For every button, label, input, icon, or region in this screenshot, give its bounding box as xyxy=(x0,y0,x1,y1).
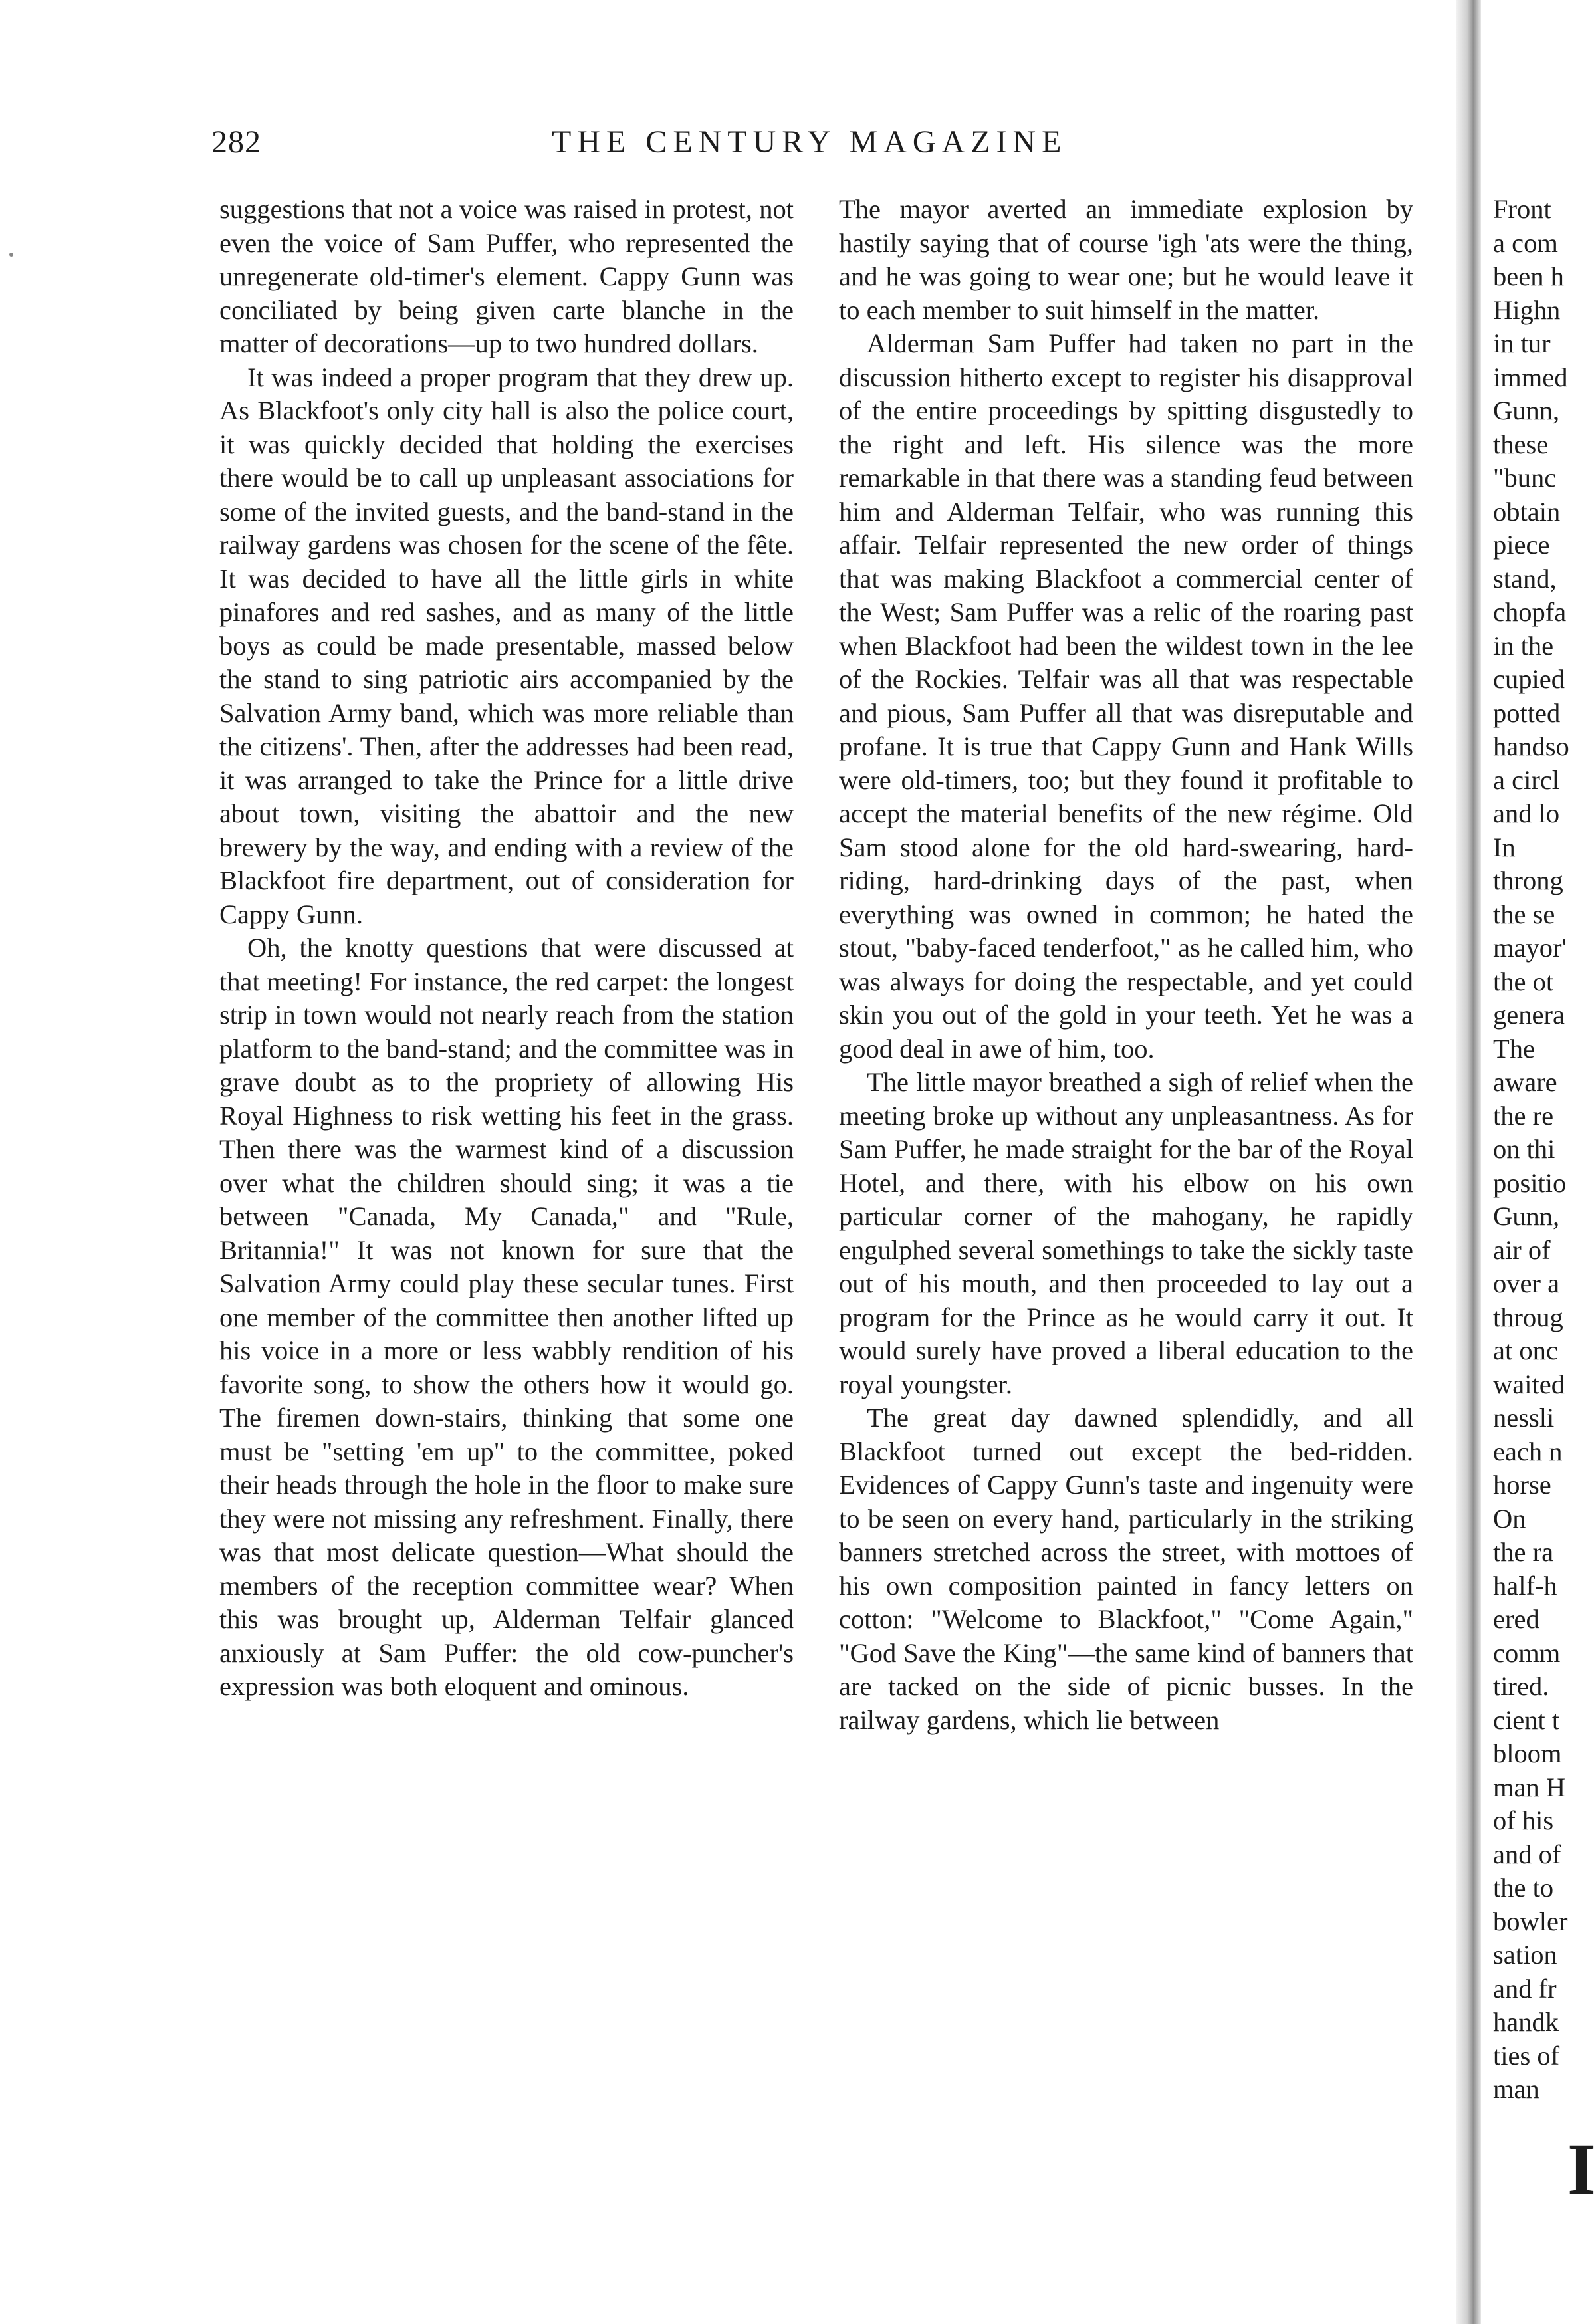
edge-line: ties of xyxy=(1493,2040,1560,2071)
edge-line: Highn xyxy=(1493,294,1561,325)
edge-line: Front xyxy=(1493,194,1551,224)
edge-line: the ot xyxy=(1493,966,1554,996)
page-number: 282 xyxy=(211,124,261,160)
edge-line: handk xyxy=(1493,2007,1559,2037)
running-head: THE CENTURY MAGAZINE xyxy=(552,124,1068,160)
paragraph: The great day dawned splendidly, and all Blackfoot turned out except the bed-ridden. Evidences of Cappy Gunn's taste and ingenuity were to be seen on every hand, particularly in the striking banners stretched across the street, with mottoes of his own composition painted in fancy letters on cotton: "Welcome to Blackfoot," "Come Again," "God Save the King"—the same kind of banners that are tacked on the side of picnic busses. In the railway gardens, which lie between xyxy=(839,1403,1413,1735)
edge-line: mayor' xyxy=(1493,933,1567,963)
edge-line: throng xyxy=(1493,866,1563,895)
edge-line: The xyxy=(1493,1033,1535,1064)
edge-line: "bunc xyxy=(1493,463,1557,493)
edge-line: a com xyxy=(1493,227,1558,258)
paragraph: The little mayor breathed a sigh of relief when the meeting broke up without any unpleasantness. As for Sam Puffer, he made straight for the bar of the Royal Hotel, and there, with his elbow on his own particular corner of the mahogany, he rapidly engulphed several somethings to take the sickly taste out of his mouth, and then proceeded to lay out a program for the Prince as he would carry it out. It would surely have proved a liberal education to the royal youngster. xyxy=(839,1067,1413,1399)
edge-line: bowler xyxy=(1493,1906,1568,1936)
edge-line: cient t xyxy=(1493,1704,1560,1735)
paragraph: The mayor averted an immediate explosion by hastily saying that of course 'igh 'ats were the thing, and he was going to wear one; but he would leave it to each member to suit himself in the matter. xyxy=(839,194,1413,325)
page-gutter-shadow xyxy=(1456,0,1481,2324)
scan-speck xyxy=(9,253,13,257)
edge-line: and of xyxy=(1493,1839,1561,1869)
paragraph: It was indeed a proper program that they drew up. As Blackfoot's only city hall is also the police court, it was quickly decided that holding the exercises there would be to call up unpleasant associations for some of the invited guests, and the band-stand in the railway gardens was chosen for the scene of the fête. It was decided to have all the little girls in white pinafores and red sashes, and as many of the little boys as could be made presentable, massed below the stand to sing patriotic airs accompanied by the Salvation Army band, which was more reliable than the citizens'. Then, after the addresses had been read, it was arranged to take the Prince for a little drive about town, visiting the abattoir and the new brewery by the way, and ending with a review of the Blackfoot fire department, out of consideration for Cappy Gunn. xyxy=(219,362,794,929)
edge-line: at onc xyxy=(1493,1336,1558,1365)
edge-line: waited xyxy=(1493,1369,1565,1399)
right-column xyxy=(839,193,1413,2227)
next-page-edge-column xyxy=(1493,193,1586,2104)
edge-line: ered xyxy=(1493,1604,1539,1634)
edge-line: these xyxy=(1493,429,1549,459)
edge-line: man H xyxy=(1493,1772,1566,1802)
edge-line: In xyxy=(1493,832,1516,862)
edge-line: the to xyxy=(1493,1873,1554,1903)
edge-line: handso xyxy=(1493,731,1569,761)
edge-line: obtain xyxy=(1493,496,1561,526)
edge-line: on thi xyxy=(1493,1134,1555,1164)
paragraph: Alderman Sam Puffer had taken no part in the discussion hitherto except to register his disapproval of the entire proceedings by spitting disgustedly to the right and left. His silence was the more remarkable in that there was a standing feud between him and Alderman Telfair, who was running this affair. Telfair represented the new order of things that was making Blackfoot a commercial center of the West; Sam Puffer was a relic of the roaring past when Blackfoot had been the wildest town in the lee of the Rockies. Telfair was all that was respectable and pious, Sam Puffer all that was disreputable and profane. It is true that Cappy Gunn and Hank Wills were old-timers, too; but they found it profitable to accept the material benefits of the new régime. Old Sam stood alone for the old hard-swearing, hard-riding, hard-drinking days of the past, when everything was owned in common; he hated the stout, "baby-faced tenderfoot," as he called him, who was always for doing the respectable, and yet could skin you out of the gold in your teeth. Yet he was a good deal in awe of him, too. xyxy=(839,328,1413,1064)
edge-line: and fr xyxy=(1493,1973,1557,2004)
edge-line: man xyxy=(1493,2074,1539,2104)
edge-line: tired. xyxy=(1493,1671,1549,1701)
edge-line: over a xyxy=(1493,1268,1560,1298)
edge-line: genera xyxy=(1493,1000,1565,1030)
edge-line: sation xyxy=(1493,1940,1557,1970)
edge-line: On xyxy=(1493,1503,1526,1534)
edge-line: horse xyxy=(1493,1470,1551,1500)
edge-line: air of xyxy=(1493,1234,1551,1265)
edge-line: and lo xyxy=(1493,798,1560,828)
edge-line: the re xyxy=(1493,1100,1554,1131)
edge-line: half-h xyxy=(1493,1570,1557,1601)
edge-line: stand, xyxy=(1493,563,1557,594)
edge-line: Gunn, xyxy=(1493,1201,1560,1231)
next-page-edge-letter: I xyxy=(1567,2129,1596,2210)
paragraph: suggestions that not a voice was raised in protest, not even the voice of Sam Puffer, who represented the unregenerate old-timer's element. Cappy Gunn was conciliated by being given carte blanche in the matter of decorations—up to two hundred dollars. xyxy=(219,194,794,358)
edge-line: in tur xyxy=(1493,328,1551,358)
edge-line: of his xyxy=(1493,1805,1554,1835)
edge-line: cupied xyxy=(1493,664,1565,694)
edge-line: throug xyxy=(1493,1302,1563,1332)
edge-line: potted xyxy=(1493,697,1561,728)
edge-line: piece xyxy=(1493,530,1550,560)
edge-line: each n xyxy=(1493,1436,1563,1466)
edge-line: been h xyxy=(1493,261,1564,291)
edge-line: immed xyxy=(1493,362,1568,392)
edge-line: the se xyxy=(1493,899,1555,929)
edge-line: positio xyxy=(1493,1167,1567,1198)
left-column xyxy=(219,193,794,2227)
edge-line: a circl xyxy=(1493,764,1560,795)
edge-line: comm xyxy=(1493,1637,1561,1668)
edge-line: in the xyxy=(1493,630,1554,661)
edge-line: Gunn, xyxy=(1493,396,1560,425)
edge-line: the ra xyxy=(1493,1537,1554,1567)
edge-line: nessli xyxy=(1493,1403,1555,1433)
edge-line: bloom xyxy=(1493,1738,1562,1768)
edge-line: chopfa xyxy=(1493,597,1567,627)
edge-line: aware xyxy=(1493,1067,1557,1097)
paragraph: Oh, the knotty questions that were discussed at that meeting! For instance, the red carpet: the longest strip in town would not nearly reach from the station platform to the band-stand; and the committee was in grave doubt as to the propriety of allowing His Royal Highness to risk wetting his feet in the grass. Then there was the warmest kind of a discussion over what the children should sing; it was a tie between "Canada, My Canada," and "Rule, Britannia!" It was not known for sure that the Salvation Army could play these secular tunes. First one member of the committee then another lifted up his voice in a more or less wabbly rendition of his favorite song, to show the others how it would go. The firemen down-stairs, thinking that some one must be "setting 'em up" to the committee, poked their heads through the hole in the floor to make sure they were not missing any refreshment. Finally, there was that most delicate question—What should the members of the reception committee wear? When this was brought up, Alderman Telfair glanced anxiously at Sam Puffer: the old cow-puncher's expression was both eloquent and ominous. xyxy=(219,933,794,1701)
